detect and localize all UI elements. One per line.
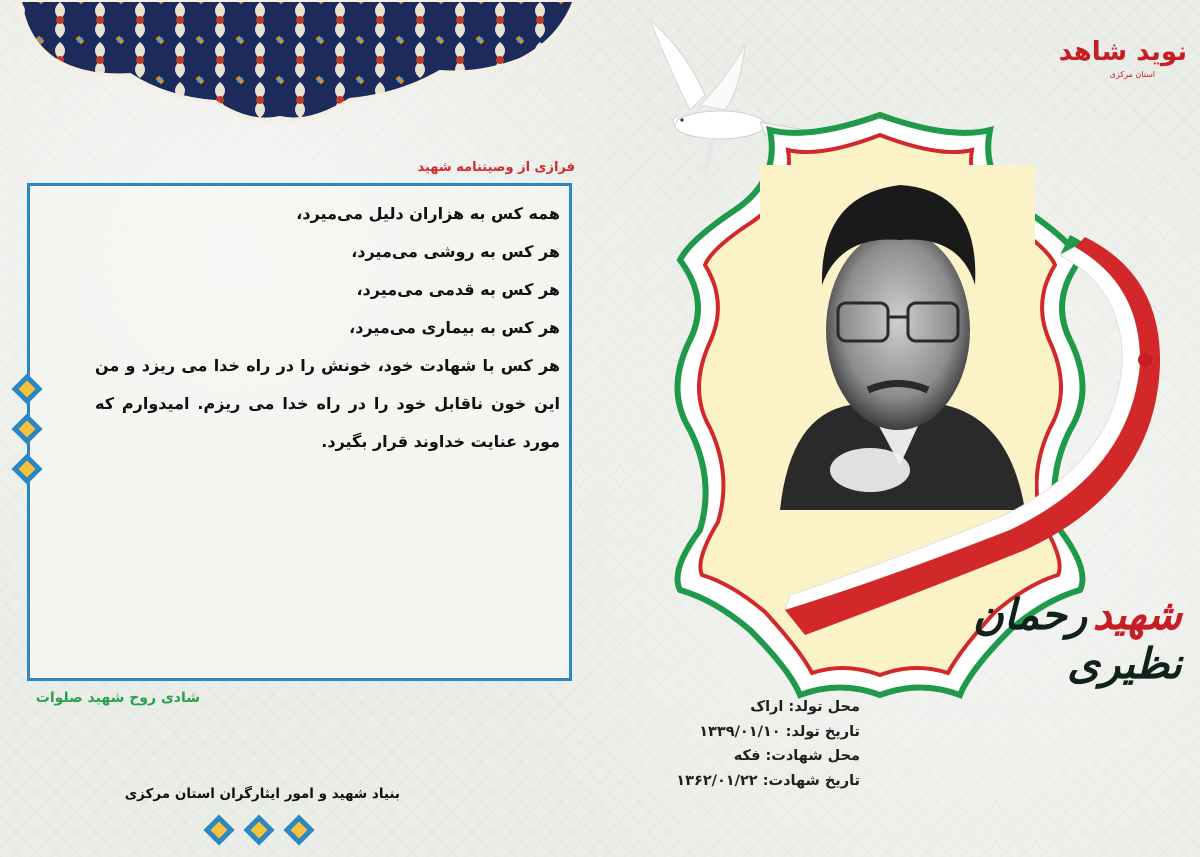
organization-name: بنیاد شهید و امور ایثارگران استان مرکزی	[124, 786, 400, 802]
martyr-prefix: شهید	[1092, 590, 1182, 639]
tile-ornament	[0, 0, 590, 125]
navid-shahed-logo	[1058, 22, 1190, 82]
birth-place: محل تولد: اراک	[750, 699, 860, 715]
bottom-tile-decoration	[200, 812, 320, 848]
logo-subtext: استان مرکزی	[1109, 70, 1155, 79]
martyrdom-date: تاریخ شهادت: ۱۳۶۲/۰۱/۲۲	[676, 772, 860, 789]
will-line: همه کس به هزاران دلیل می‌میرد،	[296, 204, 560, 223]
will-title: فرازی از وصیتنامه شهید	[417, 160, 575, 175]
will-line: هر کس به بیماری می‌میرد،	[349, 318, 560, 337]
will-line: هر کس به قدمی می‌میرد،	[356, 280, 560, 299]
martyr-name-title	[902, 590, 1182, 688]
will-text	[95, 195, 560, 461]
martyr-name: رحمان نظیری	[972, 590, 1182, 688]
side-tile-decoration	[8, 370, 48, 490]
will-paragraph: هر کس با شهادت خود، خونش را در راه خدا می ریزد و من این خون ناقابل خود را در راه خدا می ریزم. امیدوارم که مورد عنایت خداوند قرار بگیرد.	[95, 356, 560, 451]
flag-ribbon	[770, 215, 1180, 655]
martyr-info	[620, 695, 860, 793]
salavat-text: شادی روح شهید صلوات	[35, 690, 200, 706]
logo-text: نوید شاهد	[1058, 37, 1187, 67]
martyrdom-place: محل شهادت: فکه	[733, 748, 860, 764]
will-line: هر کس به روشی می‌میرد،	[351, 242, 560, 261]
birth-date: تاریخ تولد: ۱۳۳۹/۰۱/۱۰	[699, 723, 860, 740]
